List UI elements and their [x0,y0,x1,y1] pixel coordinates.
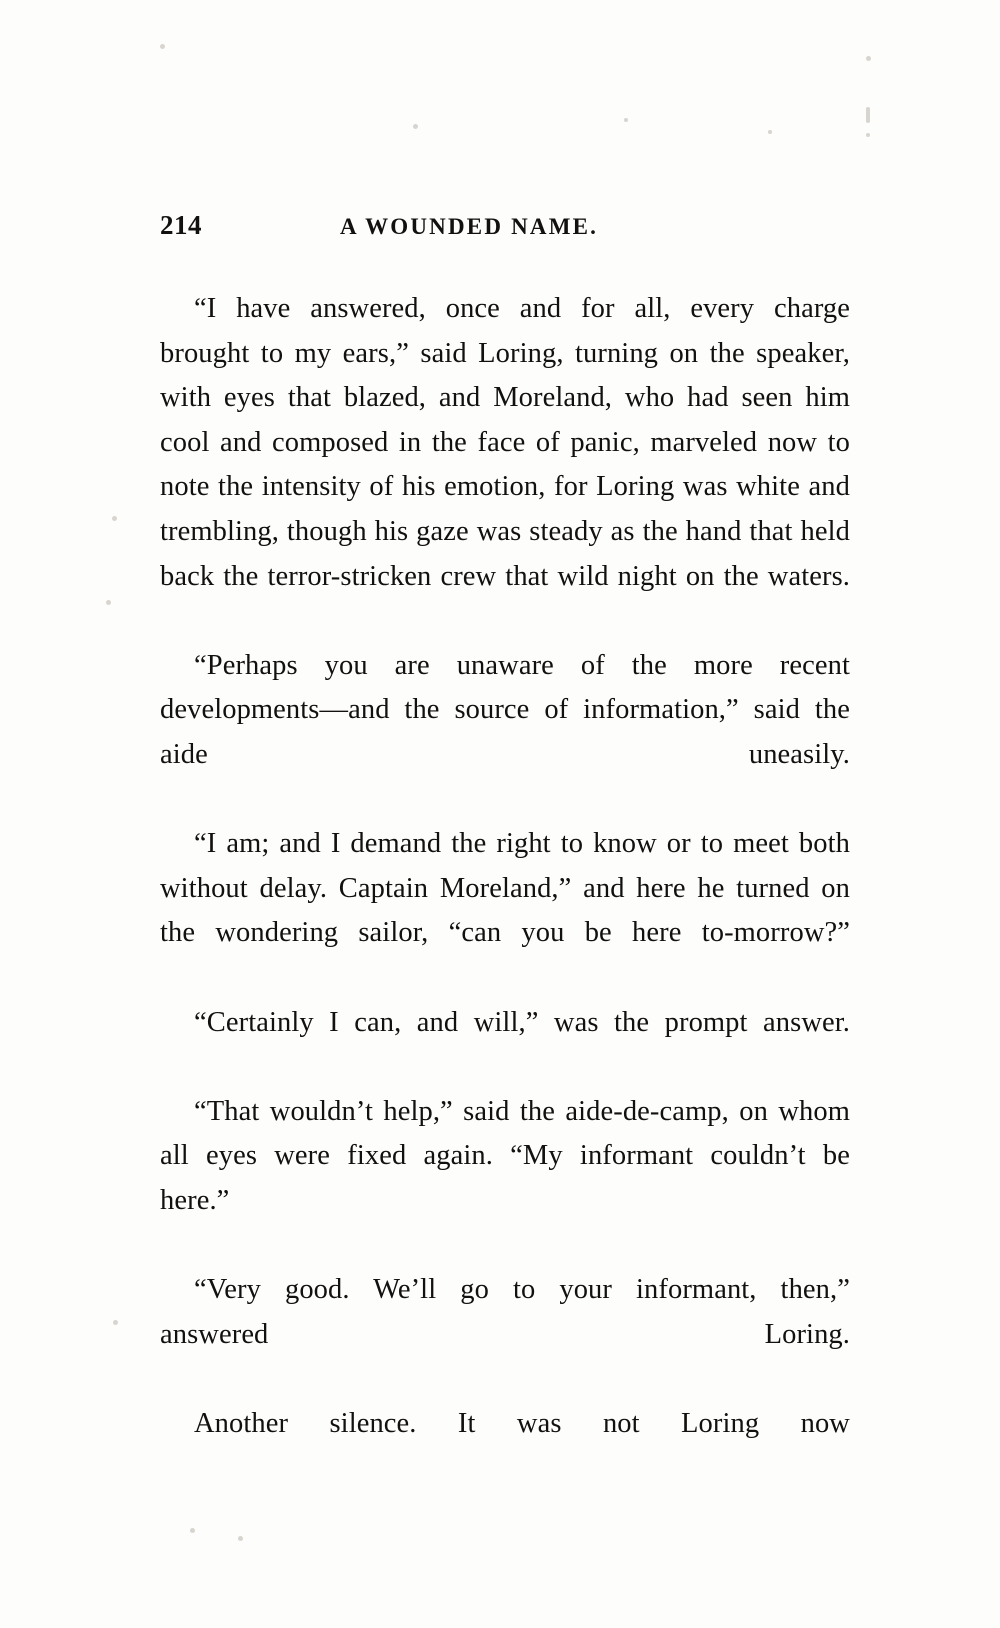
scan-speck [113,1320,118,1325]
scan-speck [106,600,111,605]
paragraph: “Perhaps you are unaware of the more recent developments—and the source of information,” said the aide uneasily. [160,649,850,770]
scan-speck [238,1536,243,1541]
scan-speck [866,56,871,61]
paragraph: “Certainly I can, and will,” was the prompt answer. [194,1006,850,1038]
paragraph: “I have answered, once and for all, every charge brought to my ears,” said Loring, turning on the speaker, with eyes that blazed, and Moreland, who had seen him cool and composed in the face of panic, marveled now to note the intensity of his emotion, for Loring was white and trembling, though his gaze was steady as the hand that held back the terror-stricken crew that wild night on the waters. [160,293,850,592]
paragraph: “Very good. We’ll go to your informant, then,” answered Loring. [160,1274,850,1350]
paragraph: Another silence. It was not Loring now [194,1407,850,1439]
scan-speck [624,118,628,122]
scan-speck [866,107,870,123]
scan-speck [413,124,418,129]
page-number: 214 [160,210,202,240]
page-text-block [160,210,850,1491]
paragraph: “I am; and I demand the right to know or to meet both without delay. Captain Moreland,” and here he turned on the wondering sailor, “can you be here to-morrow?” [160,828,850,949]
running-head [160,210,850,241]
scan-speck [866,133,870,137]
scan-speck [112,516,117,521]
scan-speck [190,1528,195,1533]
scan-speck [768,130,772,134]
book-title-header: A WOUNDED NAME. [340,214,599,239]
paragraph: “That wouldn’t help,” said the aide-de-camp, on whom all eyes were fixed again. “My informant couldn’t be here.” [160,1095,850,1216]
scan-speck [160,44,165,49]
